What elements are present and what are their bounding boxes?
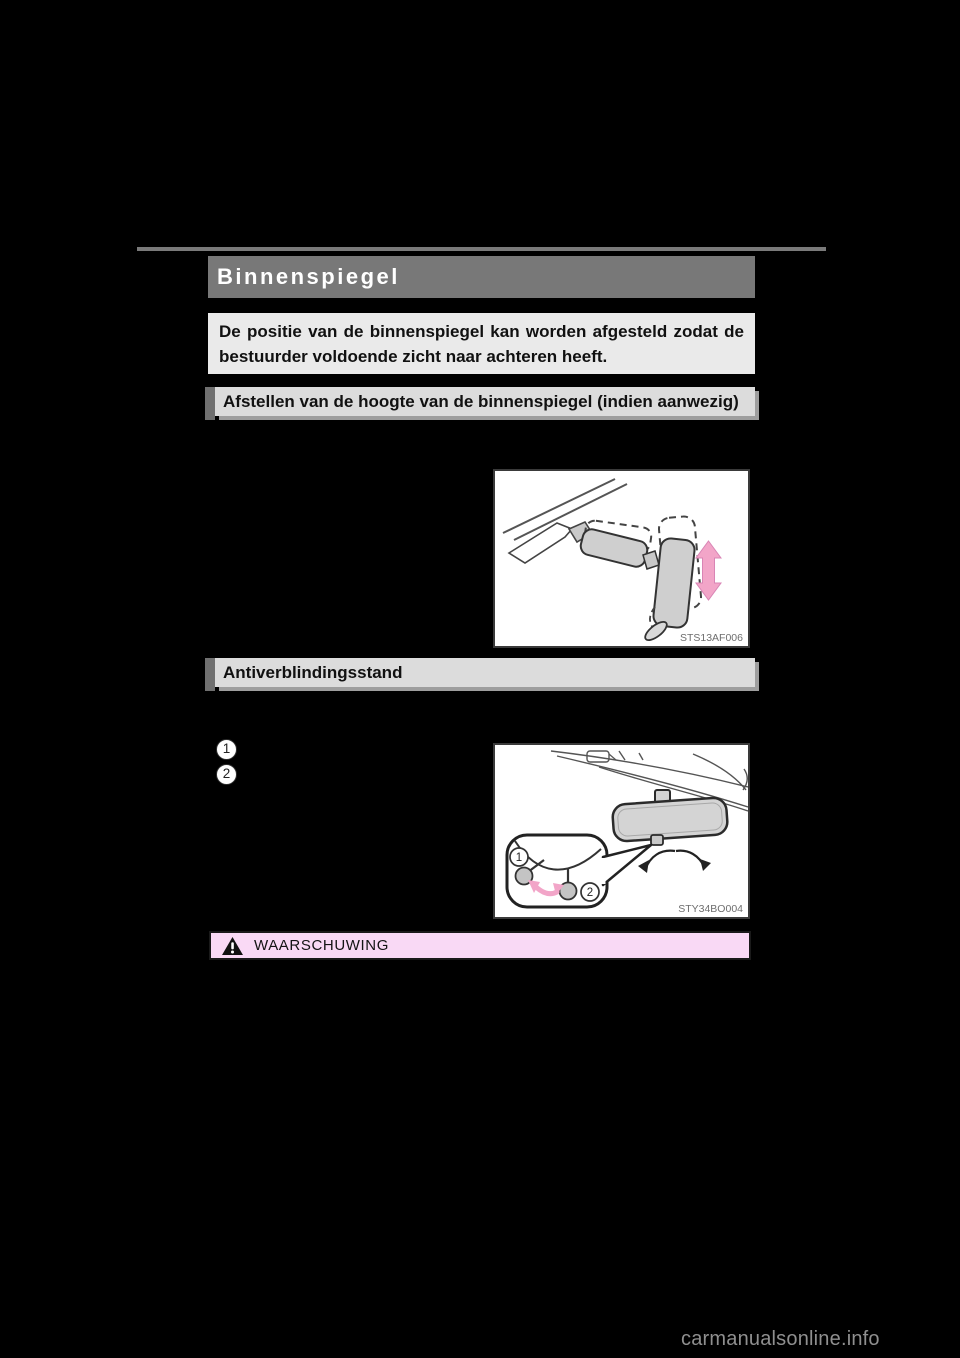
section-heading-mirror-height <box>205 387 759 421</box>
section-heading-label: Antiverblindingsstand <box>223 662 403 682</box>
page-title: Binnenspiegel <box>217 264 400 289</box>
figure-anti-glare-lever <box>493 743 750 919</box>
figure-mirror-height-adjustment <box>493 469 750 648</box>
warning-banner <box>209 931 751 960</box>
intro-text-line-1: De positie van de binnenspiegel kan worden afgesteld zodat de <box>219 322 744 341</box>
up-down-arrow-icon <box>696 541 721 600</box>
mirror-pivot-shape <box>643 551 659 569</box>
figure-code-label: STS13AF006 <box>679 632 743 644</box>
intro-text-line-2: bestuurder voldoende zicht naar achteren heeft. <box>219 347 608 366</box>
warning-label: WAARSCHUWING <box>254 937 389 954</box>
figure-callout-2-label: 2 <box>586 887 594 899</box>
anti-glare-illustration <box>495 745 748 917</box>
section-heading-anti-glare <box>205 658 759 692</box>
callout-number-1: 1 <box>216 739 237 760</box>
section-heading-stripe <box>205 387 215 420</box>
top-divider <box>137 247 826 251</box>
mirror-body-shape <box>652 537 695 628</box>
section-heading-stripe <box>205 658 215 691</box>
watermark-text: carmanualsonline.info <box>681 1328 880 1350</box>
warning-triangle-icon <box>221 936 244 956</box>
callout-number-2: 2 <box>216 764 237 785</box>
page-title-bar <box>208 256 755 298</box>
figure-callout-1-label: 1 <box>515 852 523 864</box>
rearview-mirror-shape <box>612 797 728 842</box>
mirror-height-illustration <box>495 471 748 646</box>
section-heading-label: Afstellen van de hoogte van de binnenspiegel (indien aanwezig) <box>223 391 739 411</box>
mirror-bottom-knob-shape <box>651 835 663 845</box>
figure-code-label: STY34BO004 <box>678 903 743 915</box>
swap-arrows-icon <box>638 851 711 873</box>
headliner-trim-shape <box>509 523 572 563</box>
mirror-arm-shape <box>579 527 649 568</box>
intro-box <box>208 313 755 374</box>
